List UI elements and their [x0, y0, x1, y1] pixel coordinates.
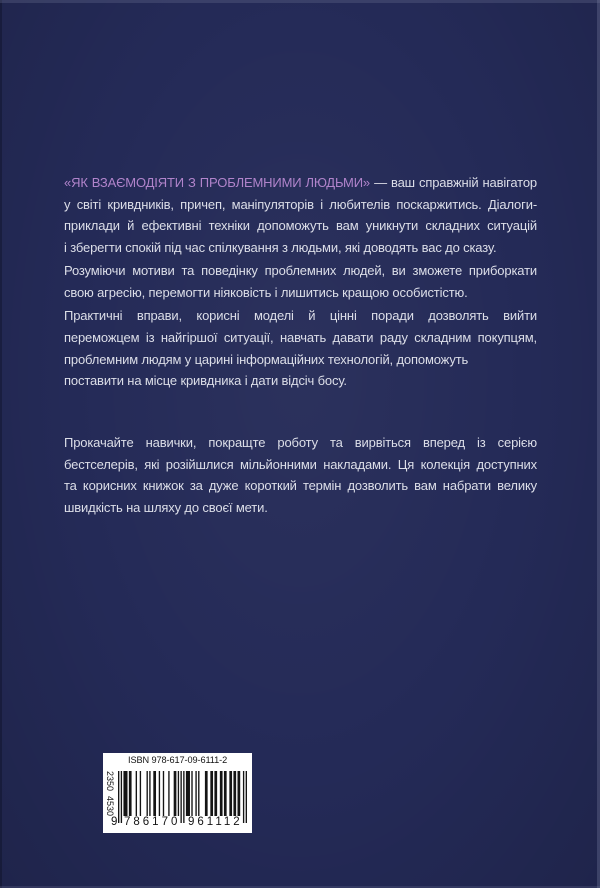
barcode-bar [163, 771, 164, 816]
barcode-bar [220, 771, 223, 816]
isbn-label: ISBN 978-617-09-6111-2 [128, 755, 228, 765]
barcode-digit-first: 9 [111, 816, 118, 828]
text-line: Прокачайте навички, покращте роботу та вирвіться вперед із серією [64, 435, 537, 450]
practice-paragraph [64, 305, 537, 392]
barcode-bar [214, 771, 217, 816]
text-line: приклади й ефективні техніки допоможуть вам уникнути складних ситуацій [64, 218, 537, 234]
barcode-bar [237, 771, 240, 816]
barcode-bar [229, 771, 232, 816]
barcode-bar [168, 771, 169, 816]
supplement-code: 4530 [105, 796, 115, 817]
barcode-guard-bar [118, 771, 119, 823]
barcode-bar [136, 771, 137, 816]
barcode-bar [159, 771, 160, 816]
barcode-guard-bar [246, 771, 247, 823]
intro-paragraph [64, 172, 537, 259]
series-paragraph [64, 432, 537, 519]
barcode-bar [147, 771, 148, 816]
supplement-code: 2350 [105, 771, 115, 792]
text-line: поставити на місце кривдника і дати відсіч босу. [64, 373, 347, 389]
barcode-bar [233, 771, 236, 816]
barcode-bar [224, 771, 227, 816]
text-line [64, 172, 537, 194]
text-line: швидкість на шляху до своєї мети. [64, 500, 268, 516]
barcode-bar [140, 771, 141, 816]
blurb [64, 172, 537, 392]
text-line: Розуміючи мотиви та поведінку проблемних людей, ви зможете приборкати [64, 263, 537, 279]
barcode-bar [186, 771, 190, 816]
barcode-bar [195, 771, 196, 816]
text-line: свою агресію, перемогти ніяковість і лишитись кращою особистістю. [64, 284, 468, 300]
barcode-bar [210, 771, 213, 816]
text-line: бестселерів, які розійшлися мільйонними накладами. Ця колекція доступних [64, 456, 537, 472]
book-title-highlight: «ЯК ВЗАЄМОДІЯТИ З ПРОБЛЕМНИМИ ЛЮДЬМИ» [64, 175, 371, 190]
barcode-bar [123, 771, 127, 816]
text-line: та корисних книжок за дуже короткий термін дозволить вам набрати велику [64, 478, 537, 494]
motives-paragraph [64, 260, 537, 303]
barcode-bar [129, 771, 132, 816]
text-line: проблемним людям у царині інформаційних технологій, допоможуть [64, 351, 469, 367]
barcode-bar [178, 771, 179, 816]
text-line: переможцем із найгіршої ситуації, навчать давати раду складним покупцям, [64, 329, 537, 345]
barcode-bar [149, 771, 150, 816]
barcode-guard-bar [180, 771, 181, 823]
barcode-digits-left: 786170 [124, 816, 181, 828]
barcode-box [103, 753, 252, 833]
barcode-guard-bar [243, 771, 244, 823]
barcode-guard-bar [183, 771, 184, 823]
barcode-bar [153, 771, 156, 816]
barcode-digits-right: 961112 [188, 816, 243, 828]
text-line-rest: — ваш справжній навігатор [370, 175, 537, 190]
text-line: і зберегти спокій під час спілкування з людьми, які доводять вас до сказу. [64, 240, 497, 256]
barcode-bar [191, 771, 192, 816]
barcode-guard-bar [121, 771, 122, 823]
barcode-bar [205, 771, 208, 816]
text-line: у світі кривдників, причеп, маніпуляторів і любителів поскаржитись. Діалоги- [64, 196, 537, 212]
barcode-bar [198, 771, 199, 816]
text-line: Практичні вправи, корисні моделі й цінні поради дозволять вийти [64, 308, 537, 324]
barcode-bar [174, 771, 177, 816]
